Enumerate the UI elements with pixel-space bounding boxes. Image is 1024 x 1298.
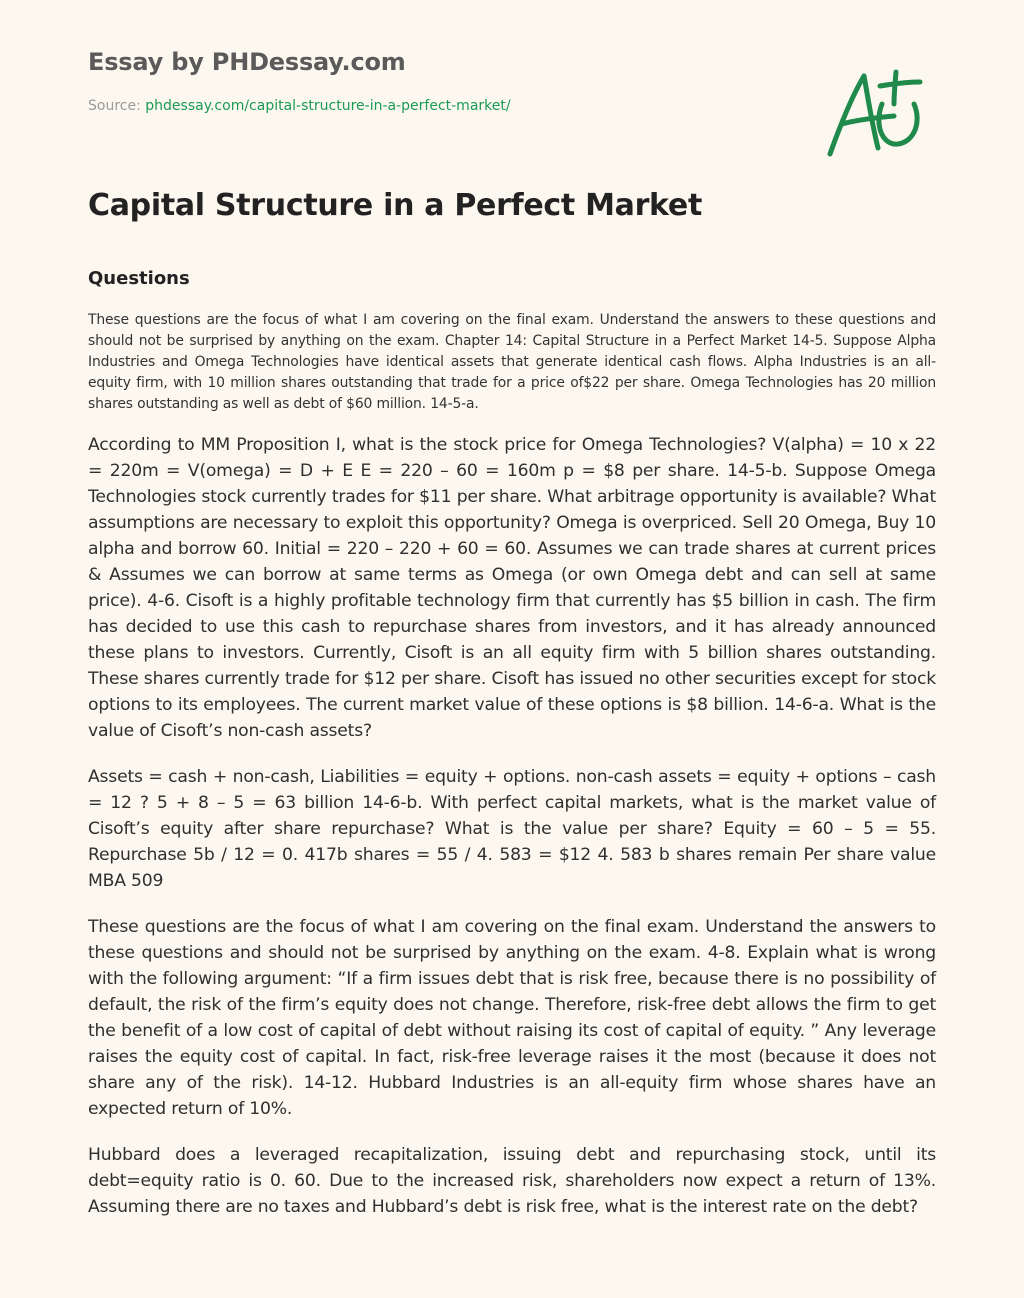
a-plus-logo-icon	[822, 64, 928, 160]
source-label: Source:	[88, 98, 146, 114]
document-title: Capital Structure in a Perfect Market	[88, 188, 702, 223]
body-paragraph-2: Assets = cash + non-cash, Liabilities = equity + options. non-cash assets = equity + options – cash = 12 ? 5 + 8 – 5 = 63 billion 14-6-b. With perfect capital markets, what is the market value of Cisoft’s equity after share repurchase? What is the value per share? Equity = 60 – 5 = 55. Repurchase 5b / 12 = 0. 417b shares = 55 / 4. 583 = $12 4. 583 b shares remain Per share value MBA 509	[88, 767, 936, 891]
section-heading-questions: Questions	[88, 268, 190, 289]
site-header	[88, 48, 788, 114]
intro-paragraph: These questions are the focus of what I am covering on the final exam. Understand the answers to these questions and should not be surprised by anything on the exam. Chapter 14: Capital Structure in a Perfect Market 14-5. Suppose Alpha Industries and Omega Technologies have identical assets that generate identical cash flows. Alpha Industries is an all-equity firm, with 10 million shares outstanding that trade for a price of$22 per share. Omega Technologies has 20 million shares outstanding as well as debt of $60 million. 14-5-a.	[88, 312, 936, 412]
site-title: Essay by PHDessay.com	[88, 48, 406, 76]
body-paragraph-1: According to MM Proposition I, what is the stock price for Omega Technologies? V(alpha) = 10 x 22 = 220m = V(omega) = D + E E = 220 – 60 = 160m p = $8 per share. 14-5-b. Suppose Omega Technologies stock currently trades for $11 per share. What arbitrage opportunity is available? What assumptions are necessary to exploit this opportunity? Omega is overpriced. Sell 20 Omega, Buy 10 alpha and borrow 60. Initial = 220 – 220 + 60 = 60. Assumes we can trade shares at current prices & Assumes we can borrow at same terms as Omega (or own Omega debt and can sell at same price). 4-6. Cisoft is a highly profitable technology firm that currently has $5 billion in cash. The firm has decided to use this cash to repurchase shares from investors, and it has already announced these plans to investors. Currently, Cisoft is an all equity firm with 5 billion shares outstanding. These shares currently trade for $12 per share. Cisoft has issued no other securities except for stock options to its employees. The current market value of these options is $8 billion. 14-6-a. What is the value of Cisoft’s non-cash assets?	[88, 435, 936, 741]
source-line	[88, 98, 788, 114]
body-paragraph-3: These questions are the focus of what I am covering on the final exam. Understand the answers to these questions and should not be surprised by anything on the exam. 4-8. Explain what is wrong with the following argument: “If a firm issues debt that is risk free, because there is no possibility of default, the risk of the firm’s equity does not change. Therefore, risk-free debt allows the firm to get the benefit of a low cost of capital of debt without raising its cost of capital of equity. ” Any leverage raises the equity cost of capital. In fact, risk-free leverage raises it the most (because it does not share any of the risk). 14-12. Hubbard Industries is an all-equity firm whose shares have an expected return of 10%.	[88, 917, 936, 1119]
essay-body	[88, 310, 936, 1240]
body-paragraph-4: Hubbard does a leveraged recapitalization, issuing debt and repurchasing stock, until its debt=equity ratio is 0. 60. Due to the increased risk, shareholders now expect a return of 13%. Assuming there are no taxes and Hubbard’s debt is risk free, what is the interest rate on the debt?	[88, 1145, 936, 1217]
source-link[interactable]: phdessay.com/capital-structure-in-a-perfect-market/	[145, 98, 511, 114]
